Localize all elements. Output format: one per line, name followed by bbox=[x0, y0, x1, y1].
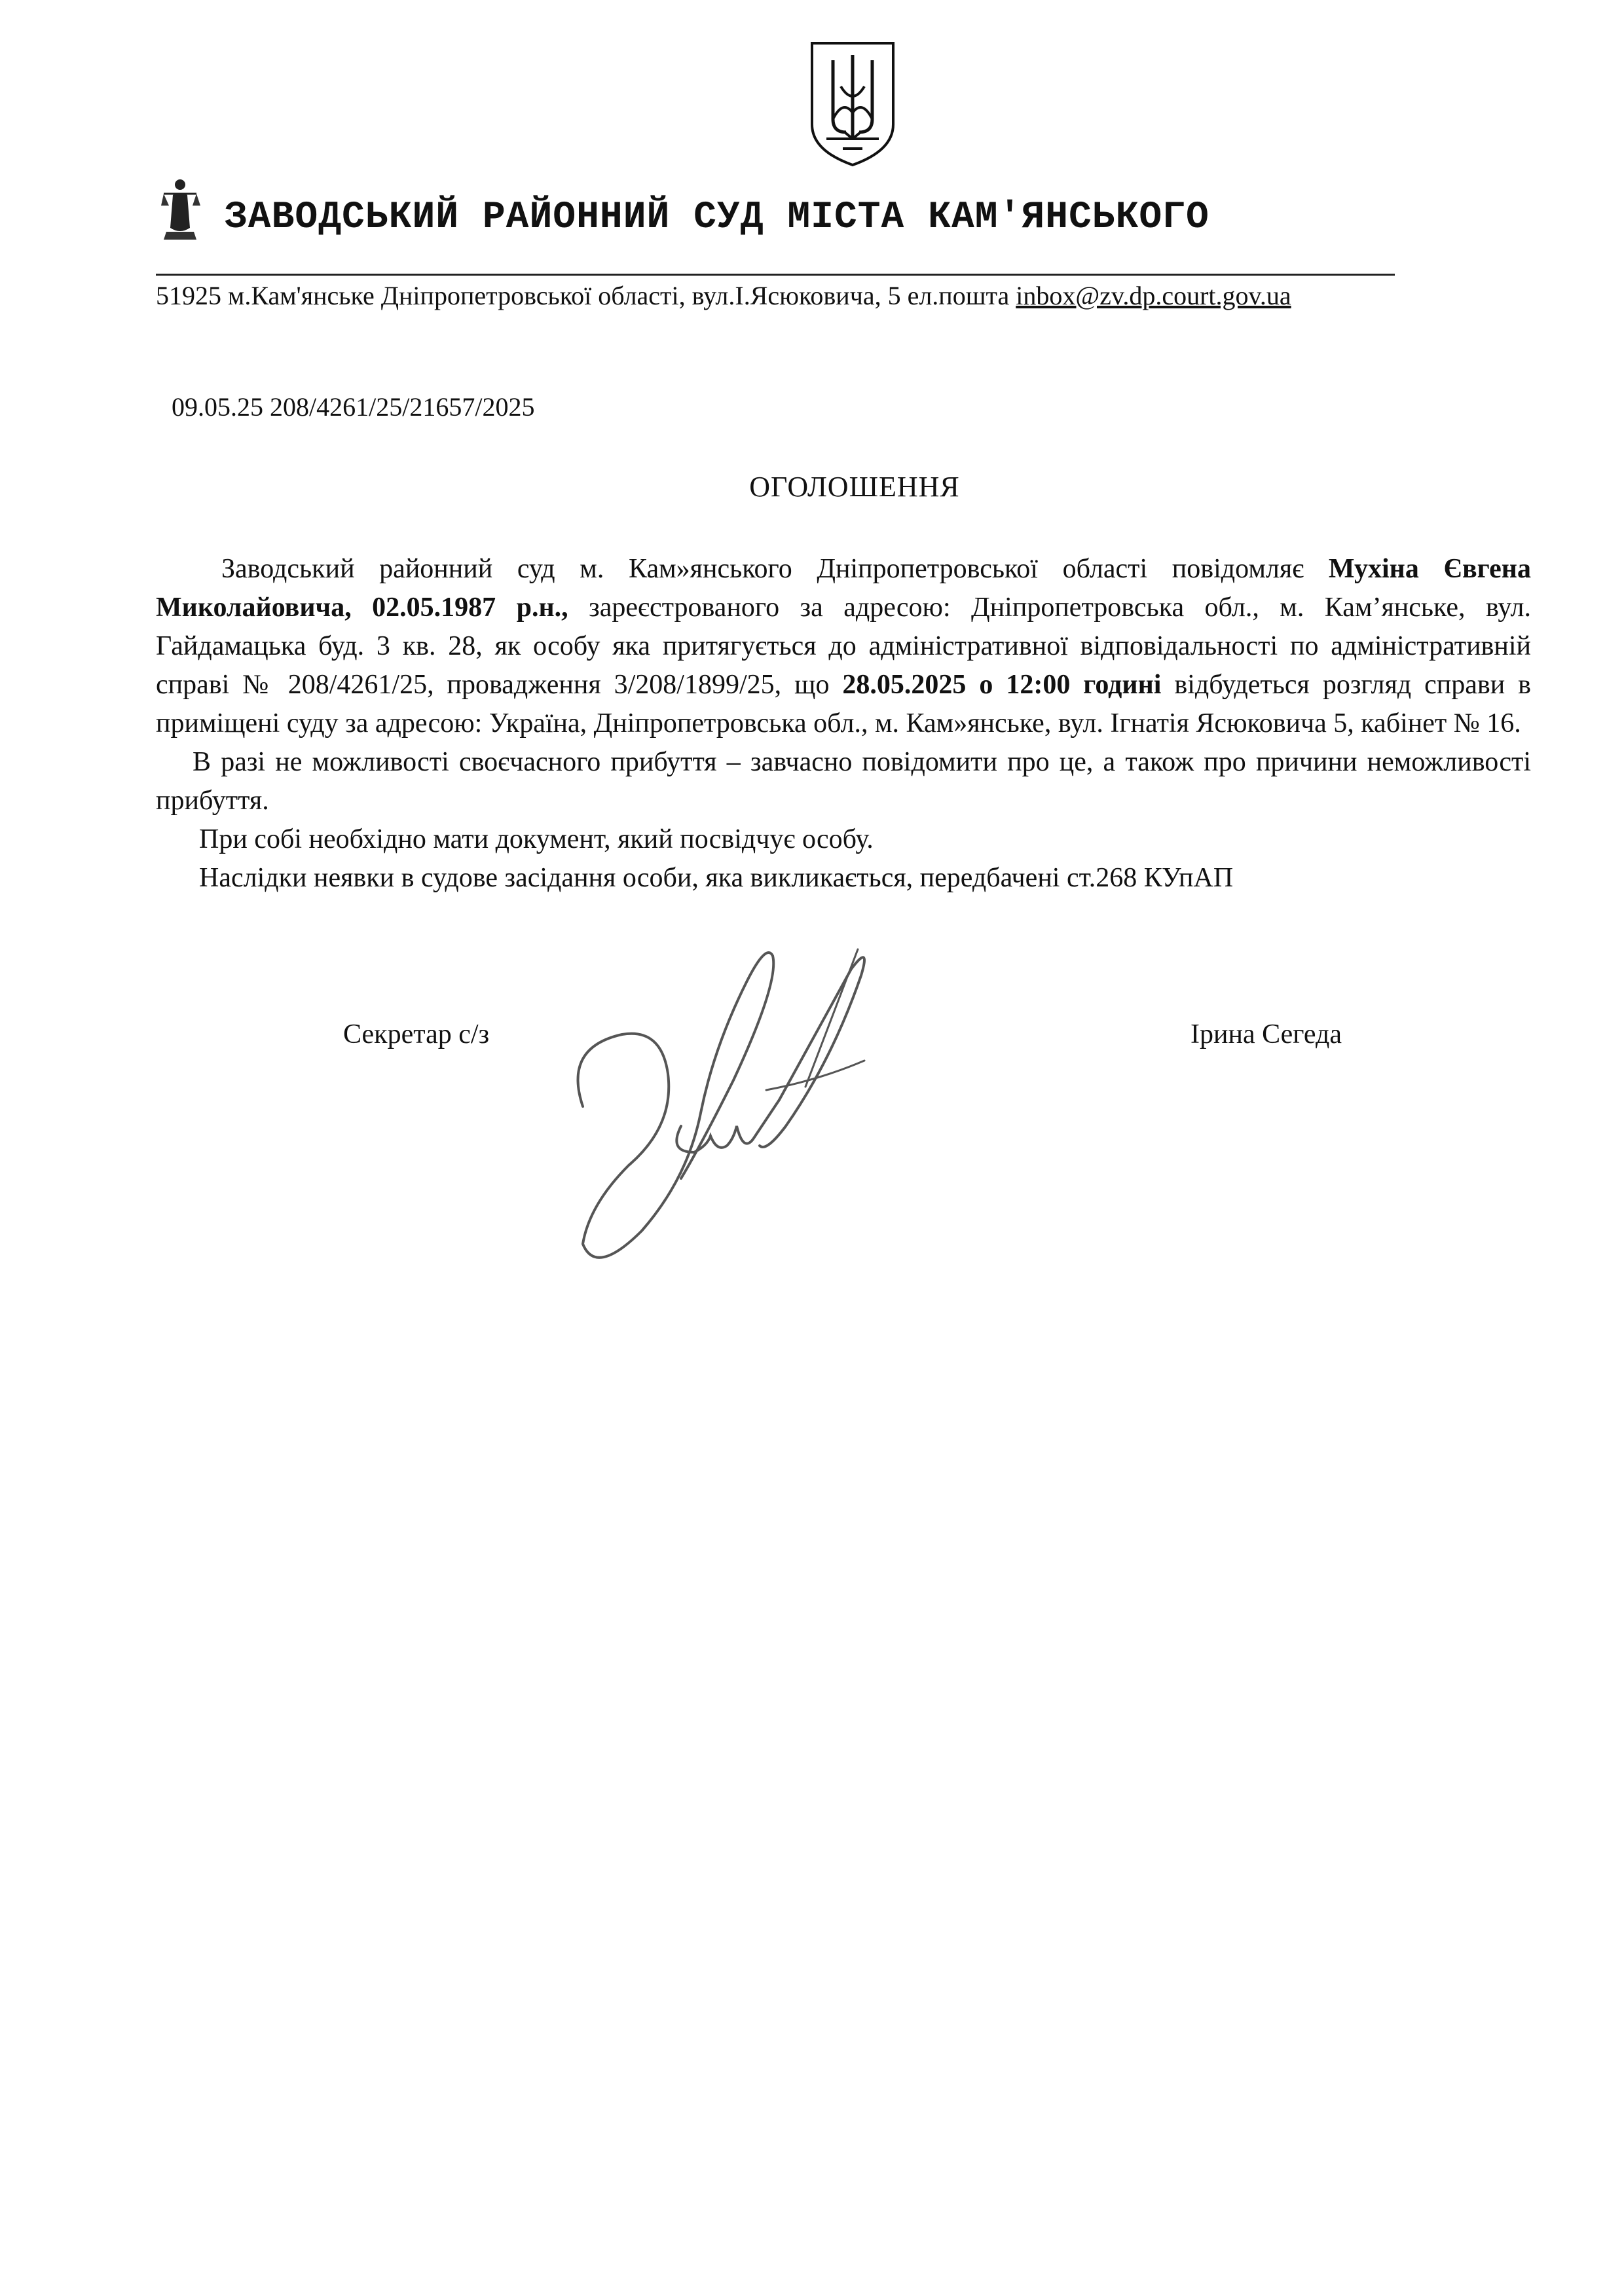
notice-paragraph-main bbox=[156, 550, 1531, 743]
paragraph1-part3: відбудеться розгляд справи в приміщені суду за адресою: Україна, Дніпропетровська обл., м. Кам»янське, вул. Ігнатія Ясюковича 5, кабінет № 16. bbox=[156, 670, 1531, 738]
hearing-datetime: 28.05.2025 о 12:00 годині bbox=[842, 670, 1162, 700]
notice-paragraph-absence: В разі не можливості своєчасного прибуття – завчасно повідомити про це, а також про причини неможливості прибуття. bbox=[156, 747, 1531, 816]
notice-paragraph-consequences: Наслідки неявки в судове засідання особи, яка викликається, передбачені ст.268 КУпАП bbox=[199, 863, 1234, 893]
document-reference: 09.05.25 208/4261/25/21657/2025 bbox=[172, 392, 535, 422]
document-heading: ОГОЛОШЕННЯ bbox=[749, 471, 960, 503]
handwritten-signature bbox=[570, 930, 936, 1270]
court-email-link[interactable]: inbox@zv.dp.court.gov.ua bbox=[1016, 281, 1291, 310]
court-name-heading: ЗАВОДСЬКИЙ РАЙОННИЙ СУД МІСТА КАМ'ЯНСЬКОГО bbox=[225, 196, 1209, 239]
notice-body bbox=[156, 550, 1531, 898]
signer-role: Секретар с/з bbox=[343, 1019, 490, 1049]
themis-justice-icon bbox=[160, 175, 200, 241]
coat-of-arms-icon bbox=[807, 41, 898, 168]
header-divider bbox=[156, 274, 1395, 276]
signer-name: Ірина Сегеда bbox=[1190, 1019, 1342, 1049]
paragraph1-part2: зареєстрованого за адресою: Дніпропетровська обл., м. Кам’янське, вул. Гайдамацька буд. 3 кв. 28, як особу яка притягується до адміністративної відповідальності по адміністративній справі № 208/4261/25, провадження 3/208/1899/25, що bbox=[156, 592, 1532, 700]
court-address-text: 51925 м.Кам'янське Дніпропетровської області, вул.І.Ясюковича, 5 ел.пошта bbox=[156, 281, 1016, 310]
court-address bbox=[156, 280, 1291, 311]
notice-paragraph-document: При собі необхідно мати документ, який посвідчує особу. bbox=[199, 824, 874, 854]
paragraph1-part1: Заводський районний суд м. Кам»янського Дніпропетровської області повідомляє bbox=[221, 554, 1329, 584]
summoned-person-name: Мухіна Євгена Миколайовича, 02.05.1987 р.н., bbox=[156, 554, 1531, 623]
